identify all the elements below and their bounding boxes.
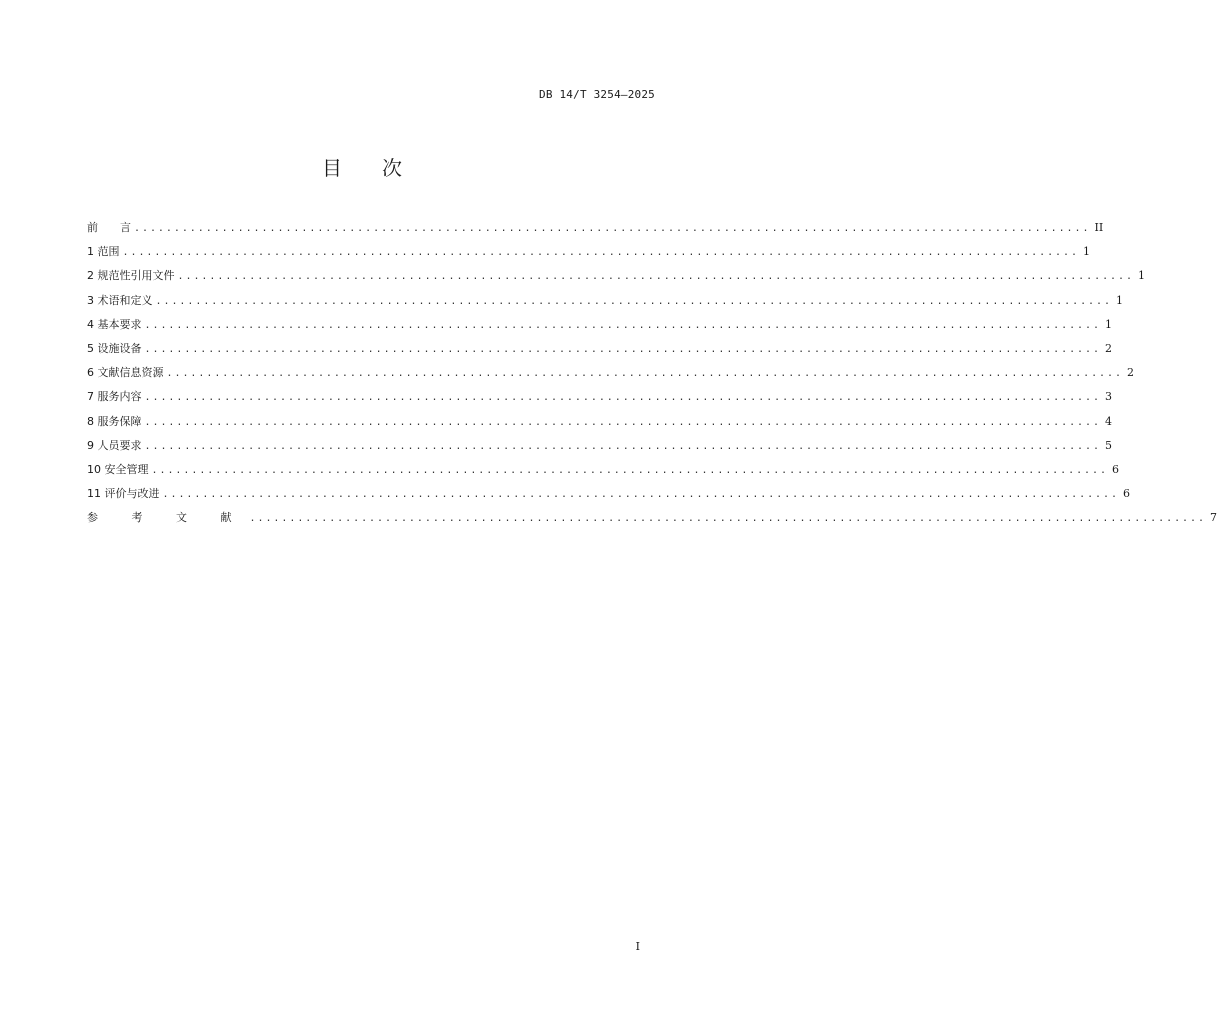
toc-entry-basic-requirements[interactable] — [87, 316, 1112, 340]
toc-entry-label: 3 术语和定义 — [87, 293, 153, 307]
toc-entry-page: 2 — [1104, 341, 1112, 355]
toc-entry-page: 1 — [1082, 245, 1090, 259]
toc-entry-page: 3 — [1104, 390, 1112, 404]
toc-entry-safety-management[interactable] — [87, 461, 1119, 485]
toc-entry-label: 9 人员要求 — [87, 438, 142, 452]
toc-entry-page: 7 — [1209, 511, 1217, 525]
toc-entry-page: II — [1094, 221, 1104, 234]
toc-entry-facilities[interactable] — [87, 340, 1112, 364]
table-of-contents — [87, 219, 1217, 533]
toc-entry-label: 前 言 — [87, 221, 131, 234]
toc-entry-scope[interactable] — [87, 243, 1090, 267]
toc-entry-service-content[interactable] — [87, 388, 1112, 412]
toc-entry-page: 1 — [1115, 293, 1123, 307]
page-title: 目 次 — [322, 156, 402, 180]
toc-entry-foreword[interactable] — [87, 219, 1104, 243]
toc-dot-leader: ........................................................................................................................ — [122, 247, 1079, 259]
toc-entry-label: 参 考 文 献 — [87, 511, 247, 525]
toc-dot-leader: ........................................................................................................................ — [166, 368, 1123, 380]
toc-entry-page: 5 — [1104, 438, 1112, 452]
toc-dot-leader: ........................................................................................................................ — [144, 343, 1101, 355]
toc-entry-label: 6 文献信息资源 — [87, 366, 164, 380]
toc-entry-evaluation[interactable] — [87, 485, 1130, 509]
toc-entry-label: 5 设施设备 — [87, 341, 142, 355]
toc-dot-leader: ........................................................................................................................ — [249, 513, 1206, 525]
toc-entry-terms-definitions[interactable] — [87, 292, 1123, 316]
toc-dot-leader: ........................................................................................................................ — [177, 271, 1134, 283]
toc-dot-leader: ........................................................................................................................ — [144, 392, 1101, 404]
toc-entry-normative-references[interactable] — [87, 267, 1145, 291]
toc-entry-label: 1 范围 — [87, 245, 120, 259]
toc-dot-leader: ........................................................................................................................ — [134, 223, 1091, 234]
toc-entry-page: 2 — [1126, 366, 1134, 380]
toc-entry-page: 1 — [1104, 317, 1112, 331]
toc-dot-leader: ........................................................................................................................ — [144, 319, 1101, 331]
toc-entry-page: 4 — [1104, 414, 1112, 428]
toc-dot-leader: ........................................................................................................................ — [155, 295, 1112, 307]
toc-entry-label: 8 服务保障 — [87, 414, 142, 428]
toc-entry-label: 7 服务内容 — [87, 390, 142, 404]
toc-dot-leader: ........................................................................................................................ — [162, 489, 1119, 501]
toc-entry-page: 1 — [1137, 269, 1145, 283]
toc-entry-label: 11 评价与改进 — [87, 487, 160, 501]
page-number: I — [635, 940, 640, 953]
toc-entry-page: 6 — [1122, 487, 1130, 501]
toc-entry-label: 10 安全管理 — [87, 462, 149, 476]
toc-entry-page: 6 — [1111, 462, 1119, 476]
toc-entry-label: 2 规范性引用文件 — [87, 269, 175, 283]
toc-entry-label: 4 基本要求 — [87, 317, 142, 331]
standard-number: DB 14/T 3254—2025 — [539, 88, 655, 101]
toc-entry-information-resources[interactable] — [87, 364, 1134, 388]
toc-dot-leader: ........................................................................................................................ — [144, 440, 1101, 452]
toc-entry-bibliography[interactable] — [87, 509, 1217, 533]
toc-entry-service-guarantee[interactable] — [87, 413, 1112, 437]
toc-dot-leader: ........................................................................................................................ — [151, 464, 1108, 476]
toc-entry-personnel[interactable] — [87, 437, 1112, 461]
toc-dot-leader: ........................................................................................................................ — [144, 416, 1101, 428]
